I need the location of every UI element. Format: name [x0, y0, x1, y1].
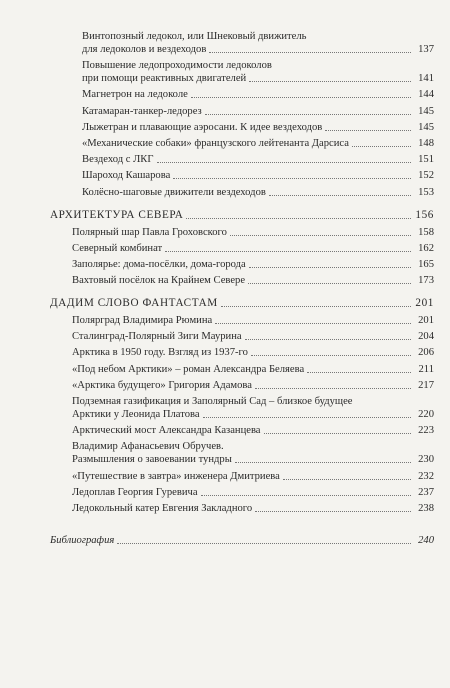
toc-entry-line-text: Магнетрон на ледоколе [82, 89, 188, 101]
toc-entry [50, 105, 434, 118]
dot-leader [165, 251, 411, 252]
toc-entry-line[interactable] [82, 88, 434, 101]
page-number: 153 [418, 186, 434, 198]
dot-leader [201, 495, 411, 496]
toc-entry-line-text: «Механические собаки» французского лейтенанта Дарсиса [82, 137, 349, 149]
bibliography-entry-text: Библиография [50, 535, 115, 547]
toc-entry-line[interactable] [72, 453, 434, 466]
dot-leader [221, 306, 411, 307]
toc-entry [50, 379, 434, 392]
toc-entry-line[interactable] [72, 274, 434, 287]
toc-entry-line[interactable] [72, 363, 434, 376]
dot-leader [230, 235, 411, 236]
dot-leader [117, 543, 411, 544]
page-number: 223 [418, 425, 434, 437]
page-number: 165 [418, 258, 434, 270]
toc-entry-line[interactable] [82, 153, 434, 166]
page-number: 158 [418, 226, 434, 238]
toc-entry-line[interactable] [82, 121, 434, 134]
dot-leader [249, 81, 411, 82]
toc-entry [50, 30, 434, 56]
toc-entry [50, 59, 434, 85]
toc-entry [50, 169, 434, 182]
toc-entry [50, 330, 434, 343]
toc-entry-line[interactable] [72, 408, 434, 421]
dot-leader [307, 372, 411, 373]
toc-entry [50, 363, 434, 376]
page-number: 240 [418, 535, 434, 547]
bibliography-wrap [50, 534, 434, 547]
entry-first-line: Владимир Афанасьевич Обручев. [72, 441, 224, 453]
dot-leader [205, 114, 411, 115]
page-number: 162 [418, 242, 434, 254]
toc-entry [50, 486, 434, 499]
dot-leader [255, 511, 411, 512]
dot-leader [255, 388, 411, 389]
page-number: 238 [418, 502, 434, 514]
toc-entry-line-text: при помощи реактивных двигателей [82, 73, 247, 85]
section-heading-text: АРХИТЕКТУРА СЕВЕРА [50, 208, 184, 221]
page-number: 230 [418, 454, 434, 466]
toc-entry [50, 258, 434, 271]
toc-entry [50, 242, 434, 255]
page-number: 156 [415, 208, 434, 221]
dot-leader [264, 433, 411, 434]
dot-leader [186, 218, 411, 219]
section-heading-wrap [50, 297, 434, 310]
dot-leader [191, 97, 411, 98]
toc-entry-line[interactable] [72, 502, 434, 515]
section-heading[interactable] [50, 297, 434, 310]
bibliography-entry[interactable] [50, 534, 434, 547]
toc-entry [50, 440, 434, 466]
page-number: 145 [418, 121, 434, 133]
toc-entry [50, 470, 434, 483]
dot-leader [352, 146, 411, 147]
toc-entry-line-text: «Путешествие в завтра» инженера Дмитриева [72, 470, 280, 482]
toc-entry-line-text: Вахтовый посёлок на Крайнем Севере [72, 275, 246, 287]
dot-leader [235, 462, 411, 463]
toc-entry-line[interactable] [72, 226, 434, 239]
toc-entry-line[interactable] [72, 486, 434, 499]
toc-entry-line-text: Шароход Кашарова [82, 170, 171, 182]
page-number: 173 [418, 275, 434, 287]
entry-first-line: Повышение ледопроходимости ледоколов [82, 60, 272, 72]
page-number: 232 [418, 470, 434, 482]
toc-entry [50, 153, 434, 166]
toc-entry-line[interactable] [82, 43, 434, 56]
toc-entry [50, 121, 434, 134]
toc-entry-line[interactable] [82, 169, 434, 182]
page-number: 144 [418, 89, 434, 101]
page-number: 237 [418, 486, 434, 498]
page-number: 204 [418, 331, 434, 343]
dot-leader [209, 52, 411, 53]
dot-leader [173, 178, 411, 179]
dot-leader [251, 355, 411, 356]
page-number: 141 [418, 73, 434, 85]
toc-entry-line-text: Ледоплав Георгия Гуревича [72, 486, 198, 498]
toc-entry-line[interactable] [72, 379, 434, 392]
toc-entry-line[interactable] [72, 242, 434, 255]
dot-leader [245, 339, 411, 340]
toc-entry-line-text: Заполярье: дома-посёлки, дома-города [72, 258, 246, 270]
toc-entry-line-text: Лыжетран и плавающие аэросани. К идее вездеходов [82, 121, 323, 133]
toc-entry [50, 346, 434, 359]
section-heading[interactable] [50, 209, 434, 222]
page-number: 211 [418, 363, 434, 375]
page-number: 206 [418, 347, 434, 359]
toc-entry-line-text: «Под небом Арктики» – роман Александра Беляева [72, 363, 305, 375]
toc-entry [50, 395, 434, 421]
toc-entry-line[interactable] [72, 314, 434, 327]
page-number: 152 [418, 170, 434, 182]
toc-entry-line[interactable] [82, 186, 434, 199]
page-number: 148 [418, 137, 434, 149]
section-heading-text: ДАДИМ СЛОВО ФАНТАСТАМ [50, 297, 218, 310]
toc-entry-line-text: Полярный шар Павла Гроховского [72, 226, 227, 238]
dot-leader [248, 283, 411, 284]
page-number: 217 [418, 379, 434, 391]
toc-entry-line-text: для ледоколов и вездеходов [82, 44, 207, 55]
entry-first-line: Подземная газификация и Заполярный Сад – близкое будущее [72, 396, 353, 407]
page-number: 220 [418, 409, 434, 420]
toc-entry-line[interactable] [72, 424, 434, 437]
toc-entry-line[interactable] [72, 258, 434, 271]
toc-entry-line-text: Катамаран-танкер-ледорез [82, 105, 202, 117]
toc-entry-line-text: Полярград Владимира Рюмина [72, 315, 213, 327]
page-number: 145 [418, 105, 434, 117]
dot-leader [283, 479, 411, 480]
dot-leader [269, 195, 411, 196]
page-number: 201 [415, 297, 434, 310]
toc-entry-line-text: Арктики у Леонида Платова [72, 409, 200, 420]
toc-entry-line-text: Колёсно-шаговые движители вездеходов [82, 186, 266, 198]
toc-entry-line-text: «Арктика будущего» Григория Адамова [72, 379, 252, 391]
toc-entry-line-text: Арктический мост Александра Казанцева [72, 425, 261, 437]
toc-entry-line-text: Ледокольный катер Евгения Закладного [72, 502, 253, 514]
entry-first-line: Винтопозный ледокол, или Шнековый движитель [82, 31, 307, 42]
toc-entry [50, 274, 434, 287]
toc-entry [50, 88, 434, 101]
toc-entry-line-text: Северный комбинат [72, 242, 163, 254]
toc-entry-line[interactable] [82, 105, 434, 118]
spacer [50, 518, 434, 524]
toc-entry-line[interactable] [82, 137, 434, 150]
toc-entry-line-text: Вездеход с ЛКГ [82, 154, 154, 166]
toc-entry [50, 226, 434, 239]
dot-leader [325, 130, 411, 131]
section-heading-wrap [50, 209, 434, 222]
toc-entry [50, 314, 434, 327]
page-number: 151 [418, 154, 434, 166]
dot-leader [249, 267, 411, 268]
toc-entry-line-text: Размышления о завоевании тундры [72, 454, 232, 466]
toc-entry-line[interactable] [82, 72, 434, 85]
toc-entry-line[interactable] [72, 346, 434, 359]
toc-entry-line-text: Арктика в 1950 году. Взгляд из 1937-го [72, 347, 248, 359]
toc-entry [50, 502, 434, 515]
dot-leader [157, 162, 412, 163]
toc-entry [50, 424, 434, 437]
toc-entry-line[interactable] [72, 330, 434, 343]
dot-leader [215, 323, 411, 324]
table-of-contents [50, 30, 434, 551]
toc-entry-line-text: Сталинград-Полярный Зиги Маурина [72, 331, 242, 343]
page-number: 137 [418, 44, 434, 55]
toc-entry-line[interactable] [72, 470, 434, 483]
toc-entry [50, 186, 434, 199]
page-number: 201 [418, 315, 434, 327]
dot-leader [203, 417, 411, 418]
toc-entry [50, 137, 434, 150]
